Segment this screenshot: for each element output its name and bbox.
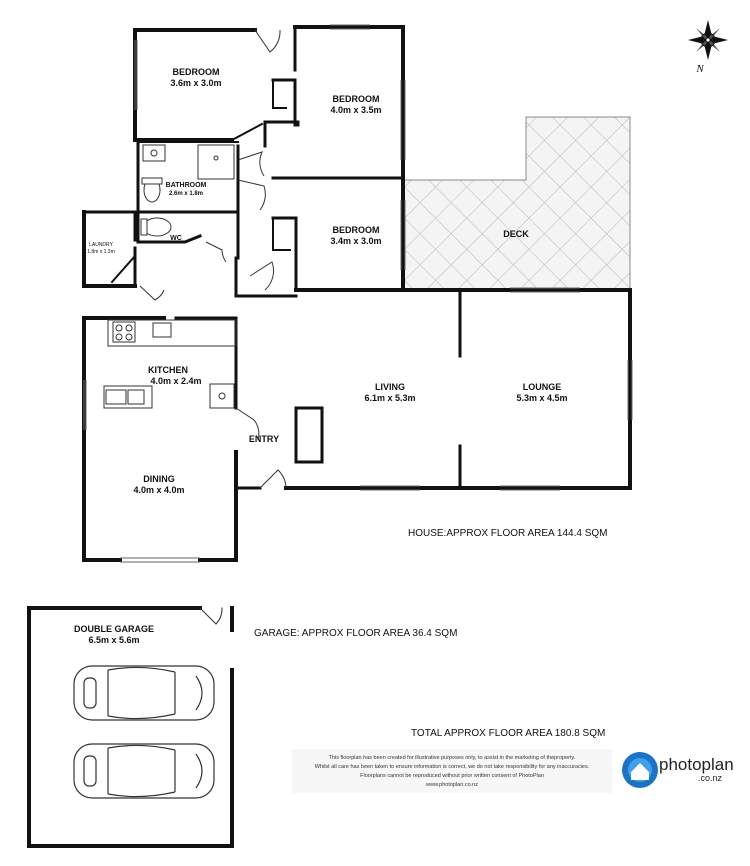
svg-text:6.1m x 5.3m: 6.1m x 5.3m <box>364 393 416 403</box>
svg-text:5.3m x 4.5m: 5.3m x 4.5m <box>516 393 568 403</box>
disclaimer <box>292 749 612 793</box>
svg-text:BATHROOM: BATHROOM <box>165 182 207 189</box>
svg-text:WC: WC <box>170 235 182 242</box>
room-garage <box>74 624 154 645</box>
svg-text:This floorplan has been create: This floorplan has been created for illustrative purposes only, to assist in the marketing of theproperty. <box>328 755 576 761</box>
room-deck <box>503 229 529 239</box>
svg-text:BEDROOM: BEDROOM <box>332 225 380 235</box>
svg-text:2.6m x 1.8m: 2.6m x 1.8m <box>168 191 204 197</box>
room-kitchen <box>148 365 202 386</box>
svg-text:1.8m x 1.3m: 1.8m x 1.3m <box>87 249 115 255</box>
room-entry <box>249 434 279 444</box>
svg-text:3.4m x 3.0m: 3.4m x 3.0m <box>330 236 382 246</box>
north-compass-icon <box>688 20 728 60</box>
svg-text:4.0m x 2.4m: 4.0m x 2.4m <box>150 376 202 386</box>
room-bathroom <box>166 182 207 197</box>
garage-area: GARAGE: APPROX FLOOR AREA 36.4 SQM <box>254 628 458 639</box>
car-bottom <box>74 744 214 798</box>
room-living <box>364 382 415 403</box>
room-lounge <box>516 382 567 403</box>
room-dining <box>133 474 184 495</box>
room-bedroom-1 <box>170 67 221 88</box>
room-laundry <box>87 242 115 255</box>
svg-text:LAUNDRY: LAUNDRY <box>89 242 113 248</box>
svg-text:photoplan: photoplan <box>659 755 734 774</box>
photoplan-logo <box>622 752 734 788</box>
svg-text:DINING: DINING <box>143 474 175 484</box>
room-bedroom-3 <box>330 225 381 246</box>
svg-text:KITCHEN: KITCHEN <box>148 365 188 375</box>
svg-text:4.0m x 3.5m: 4.0m x 3.5m <box>330 105 382 115</box>
total-area: TOTAL APPROX FLOOR AREA 180.8 SQM <box>411 728 606 739</box>
svg-text:3.6m x 3.0m: 3.6m x 3.0m <box>170 78 222 88</box>
north-label: N <box>696 63 704 75</box>
svg-text:ENTRY: ENTRY <box>248 434 280 444</box>
svg-text:BEDROOM: BEDROOM <box>332 94 380 104</box>
car-top <box>74 666 214 720</box>
kitchen-fixtures <box>104 320 236 408</box>
svg-text:Floorplans cannot be reproduce: Floorplans cannot be reproduced without prior written consent of PhotoPlan <box>360 773 544 779</box>
svg-text:DOUBLE GARAGE: DOUBLE GARAGE <box>73 624 155 634</box>
svg-text:.co.nz: .co.nz <box>698 773 723 783</box>
room-wc <box>170 235 182 242</box>
svg-text:www.photoplan.co.nz: www.photoplan.co.nz <box>426 782 478 788</box>
svg-text:LIVING: LIVING <box>374 382 406 392</box>
door-swings <box>140 30 286 488</box>
house-area: HOUSE:APPROX FLOOR AREA 144.4 SQM <box>408 528 608 539</box>
svg-text:6.5m x 5.6m: 6.5m x 5.6m <box>88 635 140 645</box>
svg-text:LOUNGE: LOUNGE <box>522 382 562 392</box>
deck <box>403 117 630 290</box>
room-bedroom-2 <box>330 94 381 115</box>
svg-text:BEDROOM: BEDROOM <box>172 67 220 77</box>
svg-text:Whilst all care has been taken: Whilst all care has been taken to ensure information is correct, we do not take responsibility for any inaccuracies. <box>314 764 590 770</box>
wc-toilet <box>141 218 171 236</box>
svg-text:DECK: DECK <box>503 229 529 239</box>
svg-text:4.0m x 4.0m: 4.0m x 4.0m <box>133 485 185 495</box>
